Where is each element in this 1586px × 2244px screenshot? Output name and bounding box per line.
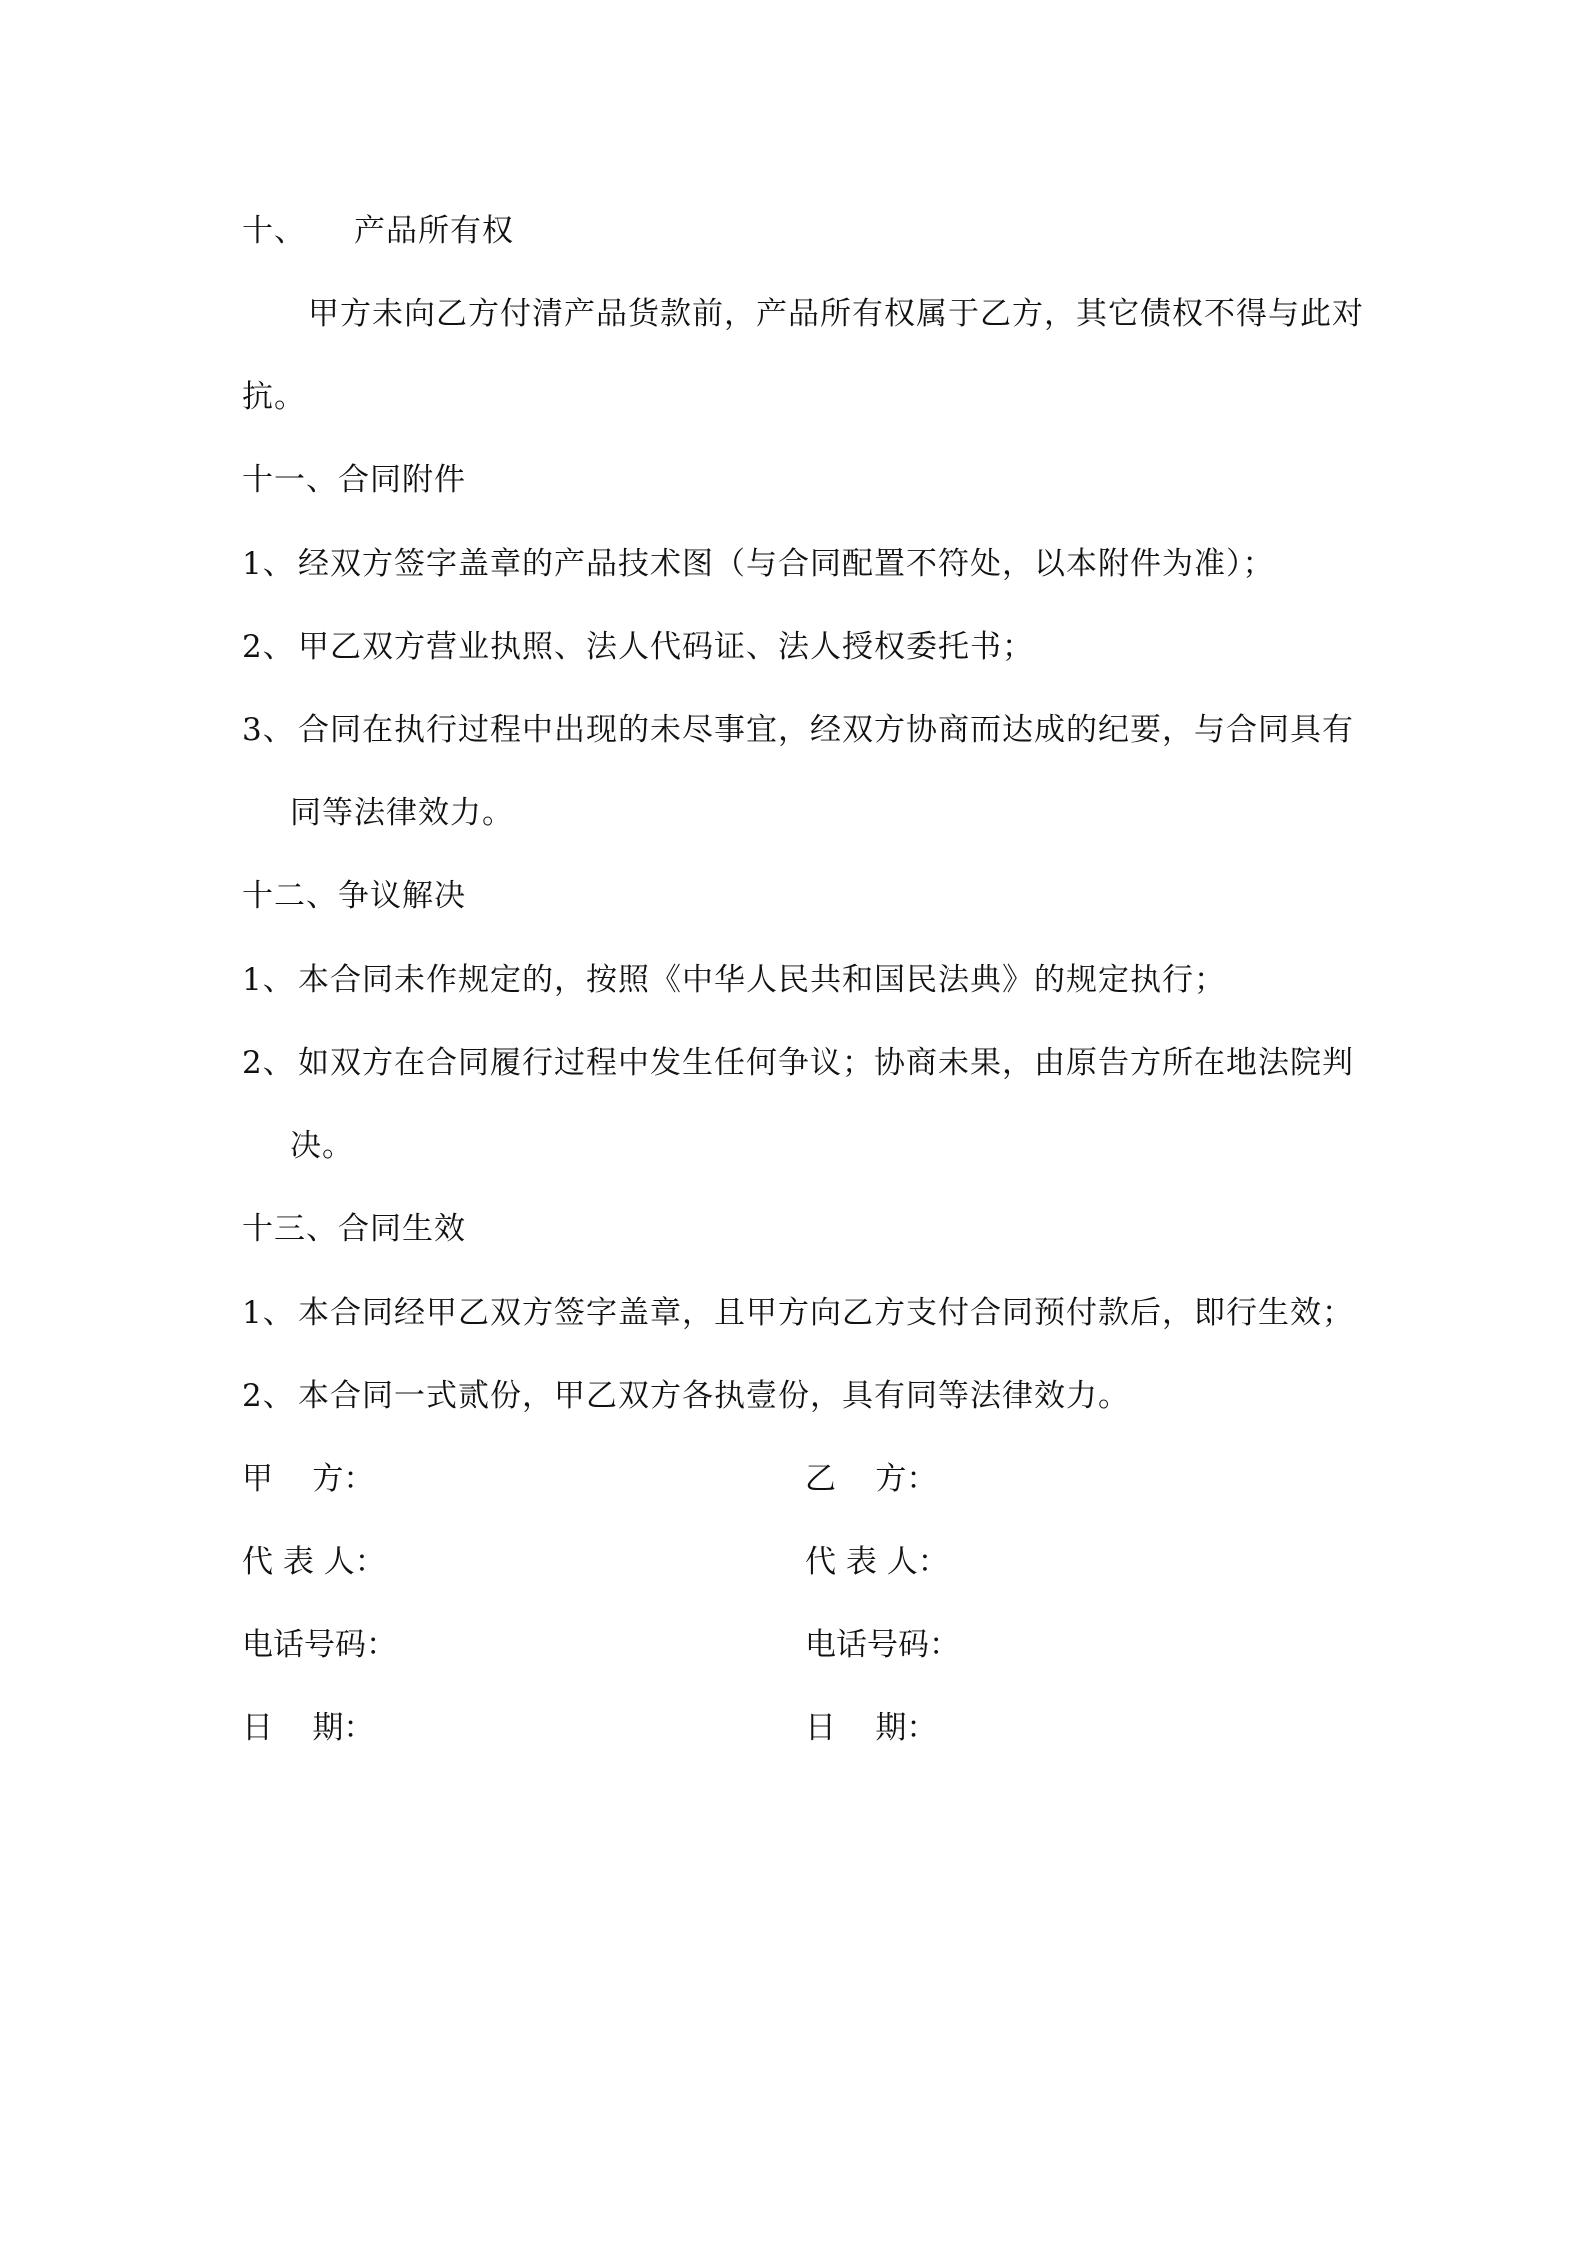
section-11-item-1 xyxy=(242,544,1275,584)
item-text: 本合同经甲乙双方签字盖章，且甲方向乙方支付合同预付款后，即行生效； xyxy=(298,1295,1354,1331)
item-number: 1、 xyxy=(242,546,295,582)
section-12-item-1 xyxy=(242,960,1226,1000)
party-a-phone-label: 电话号码： xyxy=(242,1627,397,1663)
item-number: 3、 xyxy=(242,712,295,748)
party-b-phone-label: 电话号码： xyxy=(805,1627,960,1663)
section-10-paragraph-line2: 抗。 xyxy=(242,379,306,415)
section-13-heading: 十三、合同生效 xyxy=(242,1211,466,1247)
item-number: 1、 xyxy=(242,1295,295,1331)
section-11-heading: 十一、合同附件 xyxy=(242,462,466,498)
section-11-item-3-continuation: 同等法律效力。 xyxy=(290,795,514,831)
item-text: 本合同一式贰份，甲乙双方各执壹份，具有同等法律效力。 xyxy=(298,1378,1130,1414)
party-a-representative-label: 代 表 人： xyxy=(242,1544,386,1580)
section-10-number: 十、 xyxy=(242,213,306,249)
section-10-heading xyxy=(242,211,514,251)
item-number: 1、 xyxy=(242,962,295,998)
item-text: 合同在执行过程中出现的未尽事宜，经双方协商而达成的纪要，与合同具有 xyxy=(298,712,1354,748)
section-11-item-2 xyxy=(242,627,1034,667)
section-12-item-2 xyxy=(242,1043,1354,1083)
section-12-item-2-continuation: 决。 xyxy=(290,1128,354,1164)
party-a-date-label: 日 期： xyxy=(242,1710,375,1746)
party-b-representative-label: 代 表 人： xyxy=(805,1544,949,1580)
item-text: 本合同未作规定的，按照《中华人民共和国民法典》的规定执行； xyxy=(298,962,1226,998)
item-text: 如双方在合同履行过程中发生任何争议；协商未果，由原告方所在地法院判 xyxy=(298,1045,1354,1081)
item-number: 2、 xyxy=(242,629,295,665)
party-b-date-label: 日 期： xyxy=(805,1710,938,1746)
section-12-heading: 十二、争议解决 xyxy=(242,878,466,914)
item-number: 2、 xyxy=(242,1045,295,1081)
section-13-item-1 xyxy=(242,1293,1354,1333)
section-13-item-2 xyxy=(242,1376,1130,1416)
section-10-paragraph-line1: 甲方未向乙方付清产品货款前，产品所有权属于乙方，其它债权不得与此对 xyxy=(308,296,1364,332)
section-10-title: 产品所有权 xyxy=(354,213,514,249)
party-a-label: 甲 方： xyxy=(242,1461,375,1497)
party-b-label: 乙 方： xyxy=(805,1461,938,1497)
item-text: 经双方签字盖章的产品技术图（与合同配置不符处，以本附件为准）； xyxy=(298,546,1275,582)
item-number: 2、 xyxy=(242,1378,295,1414)
section-11-item-3 xyxy=(242,710,1354,750)
item-text: 甲乙双方营业执照、法人代码证、法人授权委托书； xyxy=(298,629,1034,665)
